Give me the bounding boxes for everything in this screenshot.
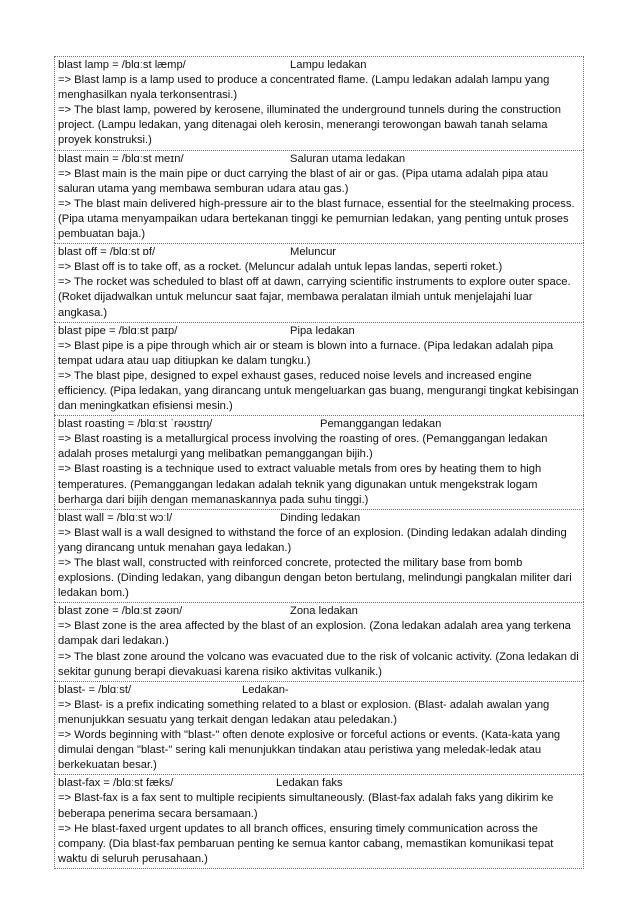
term: blast roasting = /blɑːst ˈrəʊstɪŋ/ bbox=[58, 418, 213, 431]
entry-blast-zone bbox=[54, 602, 584, 680]
entry-header bbox=[58, 58, 580, 73]
entry-header bbox=[58, 604, 580, 619]
entry-blast-lamp bbox=[54, 56, 584, 150]
entry-blast-roasting bbox=[54, 415, 584, 509]
definition: => Blast zone is the area affected by the blast of an explosion. (Zona ledakan adalah area yang terkena dampak dari ledakan.) bbox=[58, 620, 571, 648]
entry-header bbox=[58, 511, 580, 526]
example: => Words beginning with "blast-" often denote explosive or forceful actions or events. (Kata-kata yang dimulai dengan "blast-" sering kali menunjukkan tindakan atau peristiwa yang meledak-ledak atau berkekuatan besar.) bbox=[58, 729, 561, 772]
definition: => Blast- is a prefix indicating something related to a blast or explosion. (Blast- adalah awalan yang menunjukkan sesuatu yang terkait dengan ledakan atau peledakan.) bbox=[58, 698, 550, 726]
translation: Dinding ledakan bbox=[280, 511, 361, 524]
entry-header bbox=[58, 417, 580, 432]
definition: => Blast wall is a wall designed to withstand the force of an explosion. (Dinding ledakan adalah dinding yang dirancang untuk menahan gaya ledakan.) bbox=[58, 526, 567, 554]
translation: Pemanggangan ledakan bbox=[320, 418, 442, 431]
term: blast wall = /blɑːst wɔːl/ bbox=[58, 511, 173, 524]
definition: => Blast main is the main pipe or duct carrying the blast of air or gas. (Pipa utama adalah pipa atau saluran utama yang membawa semburan udara atau gas.) bbox=[58, 167, 549, 195]
translation: Saluran utama ledakan bbox=[290, 152, 406, 165]
term: blast lamp = /blɑːst læmp/ bbox=[58, 59, 186, 71]
example: => The blast wall, constructed with reinforced concrete, protected the military base from bomb explosions. (Dinding ledakan, yang dibangun dengan beton bertulang, melindungi pangkalan militer dari ledakan bom.) bbox=[58, 557, 572, 600]
definition: => Blast roasting is a metallurgical process involving the roasting of ores. (Pemanggangan ledakan adalah proses metalurgi yang melibatkan pemanggangan bijih.) bbox=[58, 433, 548, 461]
example: => The blast pipe, designed to expel exhaust gases, reduced noise levels and increased engine efficiency. (Pipa ledakan, yang dirancang untuk mengeluarkan gas buang, mengurangi tingkat kebisingan dan meningkatkan efisiensi mesin.) bbox=[58, 369, 579, 413]
example: => He blast-faxed urgent updates to all branch offices, ensuring timely communication across the company. (Dia blast-fax pembaruan penting ke semua kantor cabang, memastikan komunikasi tepat waktu di seluruh perusahaan.) bbox=[58, 822, 554, 865]
entry-header bbox=[58, 776, 580, 791]
glossary-table bbox=[54, 56, 584, 869]
term: blast-fax = /blɑːst fæks/ bbox=[58, 777, 174, 790]
definition: => Blast pipe is a pipe through which air or steam is blown into a furnace. (Pipa ledakan adalah pipa tempat udara atau uap ditiupkan ke dalam tungku.) bbox=[58, 339, 554, 367]
term: blast pipe = /blɑːst paɪp/ bbox=[58, 324, 178, 337]
entry-blast-main bbox=[54, 150, 584, 244]
entry-blast-pipe bbox=[54, 322, 584, 416]
term: blast zone = /blɑːst zəʊn/ bbox=[58, 605, 183, 618]
example: => The rocket was scheduled to blast off at dawn, carrying scientific instruments to explore outer space. (Roket dijadwalkan untuk meluncur saat fajar, membawa peralatan ilmiah untuk menjelajahi luar angkasa.) bbox=[58, 276, 571, 319]
translation: Ledakan- bbox=[242, 683, 289, 696]
translation: Pipa ledakan bbox=[290, 324, 355, 337]
entry-header bbox=[58, 152, 580, 167]
entry-blast-wall bbox=[54, 509, 584, 603]
entry-blast-off bbox=[54, 243, 584, 321]
definition: => Blast off is to take off, as a rocket. (Meluncur adalah untuk lepas landas, seperti roket.) bbox=[58, 261, 503, 274]
definition: => Blast-fax is a fax sent to multiple recipients simultaneously. (Blast-fax adalah faks yang dikirim ke beberapa penerima secara bersamaan.) bbox=[58, 792, 554, 820]
entry-header bbox=[58, 683, 580, 698]
translation: Zona ledakan bbox=[290, 605, 358, 618]
term: blast off = /blɑːst ɒf/ bbox=[58, 246, 156, 259]
term: blast main = /blɑːst meɪn/ bbox=[58, 152, 184, 165]
translation: Meluncur bbox=[290, 246, 337, 259]
translation: Lampu ledakan bbox=[290, 59, 367, 71]
definition: => Blast lamp is a lamp used to produce a concentrated flame. (Lampu ledakan adalah lampu yang menghasilkan nyala terkonsentrasi.) bbox=[58, 74, 550, 102]
entry-header bbox=[58, 324, 580, 339]
translation: Ledakan faks bbox=[276, 777, 343, 790]
term: blast- = /blɑːst/ bbox=[58, 683, 132, 696]
example: => The blast zone around the volcano was evacuated due to the risk of volcanic activity. (Zona ledakan di sekitar gunung berapi dievakuasi karena risiko aktivitas vulkanik.) bbox=[58, 650, 579, 678]
example: => The blast lamp, powered by kerosene, illuminated the underground tunnels during the construction project. (Lampu ledakan, yang ditenagai oleh kerosin, menerangi terowongan bawah tanah selama proyek konstruksi.) bbox=[58, 104, 561, 147]
entry-blast-fax bbox=[54, 774, 584, 869]
example: => Blast roasting is a technique used to extract valuable metals from ores by heating them to high temperatures. (Pemanggangan ledakan adalah teknik yang digunakan untuk mengekstrak logam berharga dari bijih dengan memanaskannya pada suhu tinggi.) bbox=[58, 463, 542, 506]
entry-header bbox=[58, 245, 580, 260]
entry-blast-prefix bbox=[54, 681, 584, 775]
example: => The blast main delivered high-pressure air to the blast furnace, essential for the steelmaking process. (Pipa utama menyampaikan udara bertekanan tinggi ke pemurnian ledakan, yang penting untuk proses pembuatan baja.) bbox=[58, 197, 575, 241]
